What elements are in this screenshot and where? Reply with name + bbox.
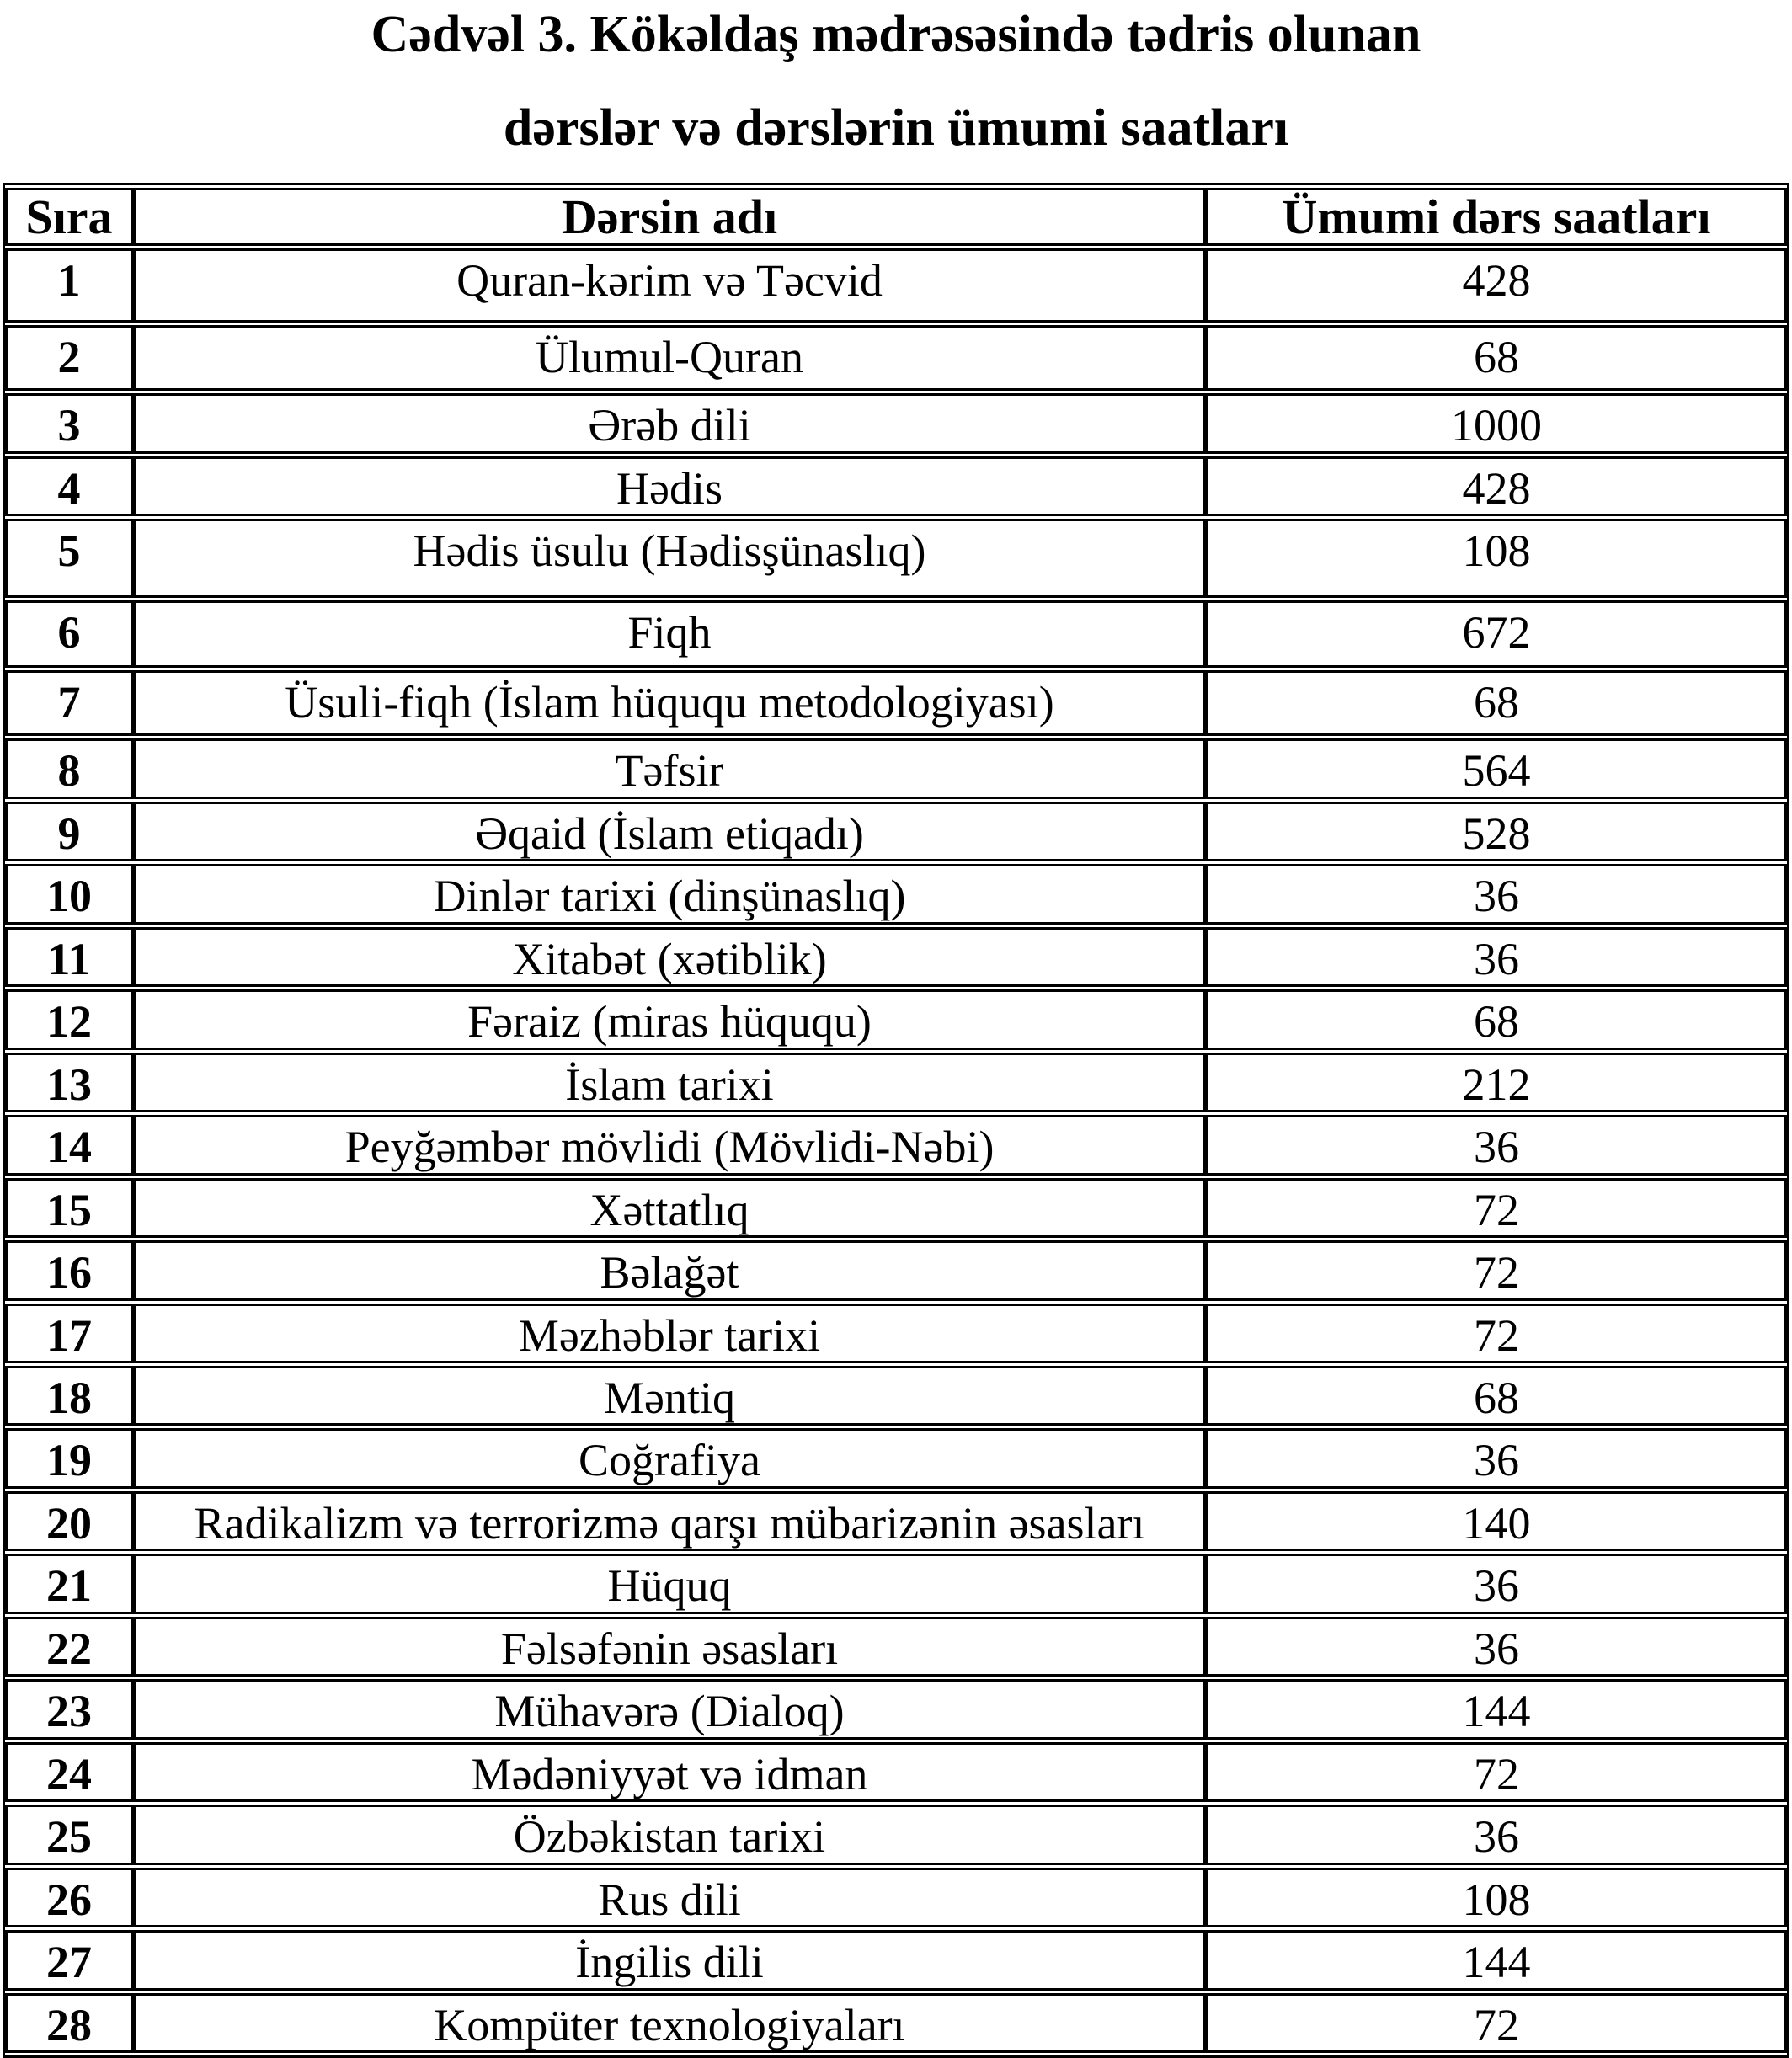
cell-course-name: Təfsir (133, 738, 1206, 798)
cell-hours: 528 (1206, 802, 1787, 861)
cell-index: 18 (5, 1366, 133, 1426)
cell-course-name: Hüquq (133, 1554, 1206, 1613)
cell-index: 12 (5, 989, 133, 1049)
cell-hours: 36 (1206, 1554, 1787, 1613)
cell-index: 13 (5, 1053, 133, 1112)
cell-course-name: Fəraiz (miras hüququ) (133, 989, 1206, 1049)
cell-index: 26 (5, 1868, 133, 1927)
cell-index: 20 (5, 1491, 133, 1551)
cell-course-name: Radikalizm və terrorizmə qarşı mübarizənin əsasları (133, 1491, 1206, 1551)
cell-course-name: Coğrafiya (133, 1428, 1206, 1488)
cell-course-name: Hədis (133, 456, 1206, 516)
cell-index: 9 (5, 802, 133, 861)
cell-index: 22 (5, 1617, 133, 1677)
cell-course-name: Məzhəblər tarixi (133, 1304, 1206, 1363)
cell-index: 5 (5, 519, 133, 598)
cell-hours: 108 (1206, 519, 1787, 598)
cell-index: 17 (5, 1304, 133, 1363)
table-title-line-2: dərslər və dərslərin ümumi saatları (503, 99, 1289, 157)
col-header-hours: Ümumi dərs saatları (1206, 188, 1787, 247)
table-row (5, 738, 1787, 798)
cell-hours: 68 (1206, 1366, 1787, 1426)
table-row (5, 519, 1787, 598)
cell-course-name: Mühavərə (Dialoq) (133, 1679, 1206, 1739)
cell-course-name: Xəttatlıq (133, 1178, 1206, 1238)
table-row (5, 1930, 1787, 1990)
cell-hours: 36 (1206, 1115, 1787, 1175)
cell-hours: 144 (1206, 1930, 1787, 1990)
cell-index: 15 (5, 1178, 133, 1238)
table-title-line-1: Cədvəl 3. Kökəldaş mədrəsəsində tədris olunan (371, 6, 1421, 63)
cell-index: 6 (5, 600, 133, 668)
cell-hours: 36 (1206, 1805, 1787, 1864)
cell-index: 2 (5, 325, 133, 391)
cell-course-name: Dinlər tarixi (dinşünaslıq) (133, 864, 1206, 924)
cell-hours: 36 (1206, 864, 1787, 924)
table-row (5, 1240, 1787, 1300)
cell-course-name: Peyğəmbər mövlidi (Mövlidi-Nəbi) (133, 1115, 1206, 1175)
cell-course-name: Rus dili (133, 1868, 1206, 1927)
cell-course-name: Mədəniyyət və idman (133, 1742, 1206, 1802)
cell-course-name: Ərəb dili (133, 393, 1206, 453)
table-row (5, 1053, 1787, 1112)
cell-index: 4 (5, 456, 133, 516)
table-row (5, 1366, 1787, 1426)
cell-course-name: Bəlağət (133, 1240, 1206, 1300)
cell-course-name: Ülumul-Quran (133, 325, 1206, 391)
cell-course-name: Quran-kərim və Təcvid (133, 248, 1206, 323)
cell-hours: 72 (1206, 1304, 1787, 1363)
cell-course-name: Fəlsəfənin əsasları (133, 1617, 1206, 1677)
cell-index: 8 (5, 738, 133, 798)
cell-hours: 72 (1206, 1993, 1787, 2053)
table-row (5, 248, 1787, 323)
cell-hours: 1000 (1206, 393, 1787, 453)
table-row (5, 1805, 1787, 1864)
table-row (5, 1304, 1787, 1363)
table-row (5, 1993, 1787, 2053)
table-row (5, 1679, 1787, 1739)
table-row (5, 802, 1787, 861)
cell-index: 10 (5, 864, 133, 924)
cell-index: 25 (5, 1805, 133, 1864)
col-header-course: Dərsin adı (133, 188, 1206, 247)
cell-index: 23 (5, 1679, 133, 1739)
cell-hours: 68 (1206, 325, 1787, 391)
cell-index: 3 (5, 393, 133, 453)
cell-hours: 140 (1206, 1491, 1787, 1551)
table-row (5, 1868, 1787, 1927)
table-row (5, 1178, 1787, 1238)
cell-hours: 36 (1206, 1617, 1787, 1677)
table-row (5, 864, 1787, 924)
cell-hours: 144 (1206, 1679, 1787, 1739)
cell-hours: 672 (1206, 600, 1787, 668)
cell-hours: 212 (1206, 1053, 1787, 1112)
cell-hours: 72 (1206, 1742, 1787, 1802)
table-row (5, 1115, 1787, 1175)
cell-course-name: Hədis üsulu (Hədisşünaslıq) (133, 519, 1206, 598)
cell-course-name: Özbəkistan tarixi (133, 1805, 1206, 1864)
cell-course-name: İslam tarixi (133, 1053, 1206, 1112)
cell-hours: 36 (1206, 1428, 1787, 1488)
header-row (5, 188, 1787, 247)
table-row (5, 1491, 1787, 1551)
cell-course-name: Xitabət (xətiblik) (133, 927, 1206, 987)
table-row (5, 393, 1787, 453)
cell-course-name: Fiqh (133, 600, 1206, 668)
cell-index: 7 (5, 670, 133, 736)
cell-hours: 564 (1206, 738, 1787, 798)
table-row (5, 989, 1787, 1049)
cell-hours: 428 (1206, 456, 1787, 516)
courses-table (3, 183, 1789, 2058)
cell-hours: 428 (1206, 248, 1787, 323)
cell-hours: 68 (1206, 989, 1787, 1049)
cell-index: 27 (5, 1930, 133, 1990)
table-row (5, 1554, 1787, 1613)
cell-course-name: Əqaid (İslam etiqadı) (133, 802, 1206, 861)
table-row (5, 1742, 1787, 1802)
cell-hours: 68 (1206, 670, 1787, 736)
cell-hours: 108 (1206, 1868, 1787, 1927)
cell-index: 24 (5, 1742, 133, 1802)
cell-hours: 36 (1206, 927, 1787, 987)
cell-index: 16 (5, 1240, 133, 1300)
cell-course-name: Kompüter texnologiyaları (133, 1993, 1206, 2053)
table-row (5, 325, 1787, 391)
cell-index: 21 (5, 1554, 133, 1613)
col-header-index: Sıra (5, 188, 133, 247)
table-row (5, 927, 1787, 987)
cell-course-name: Məntiq (133, 1366, 1206, 1426)
cell-course-name: İngilis dili (133, 1930, 1206, 1990)
cell-hours: 72 (1206, 1240, 1787, 1300)
cell-index: 1 (5, 248, 133, 323)
cell-index: 28 (5, 1993, 133, 2053)
cell-index: 19 (5, 1428, 133, 1488)
table-row (5, 600, 1787, 668)
table-row (5, 1617, 1787, 1677)
table-row (5, 670, 1787, 736)
cell-course-name: Üsuli-fiqh (İslam hüququ metodologiyası) (133, 670, 1206, 736)
table-row (5, 456, 1787, 516)
table-row (5, 1428, 1787, 1488)
cell-index: 14 (5, 1115, 133, 1175)
cell-hours: 72 (1206, 1178, 1787, 1238)
cell-index: 11 (5, 927, 133, 987)
